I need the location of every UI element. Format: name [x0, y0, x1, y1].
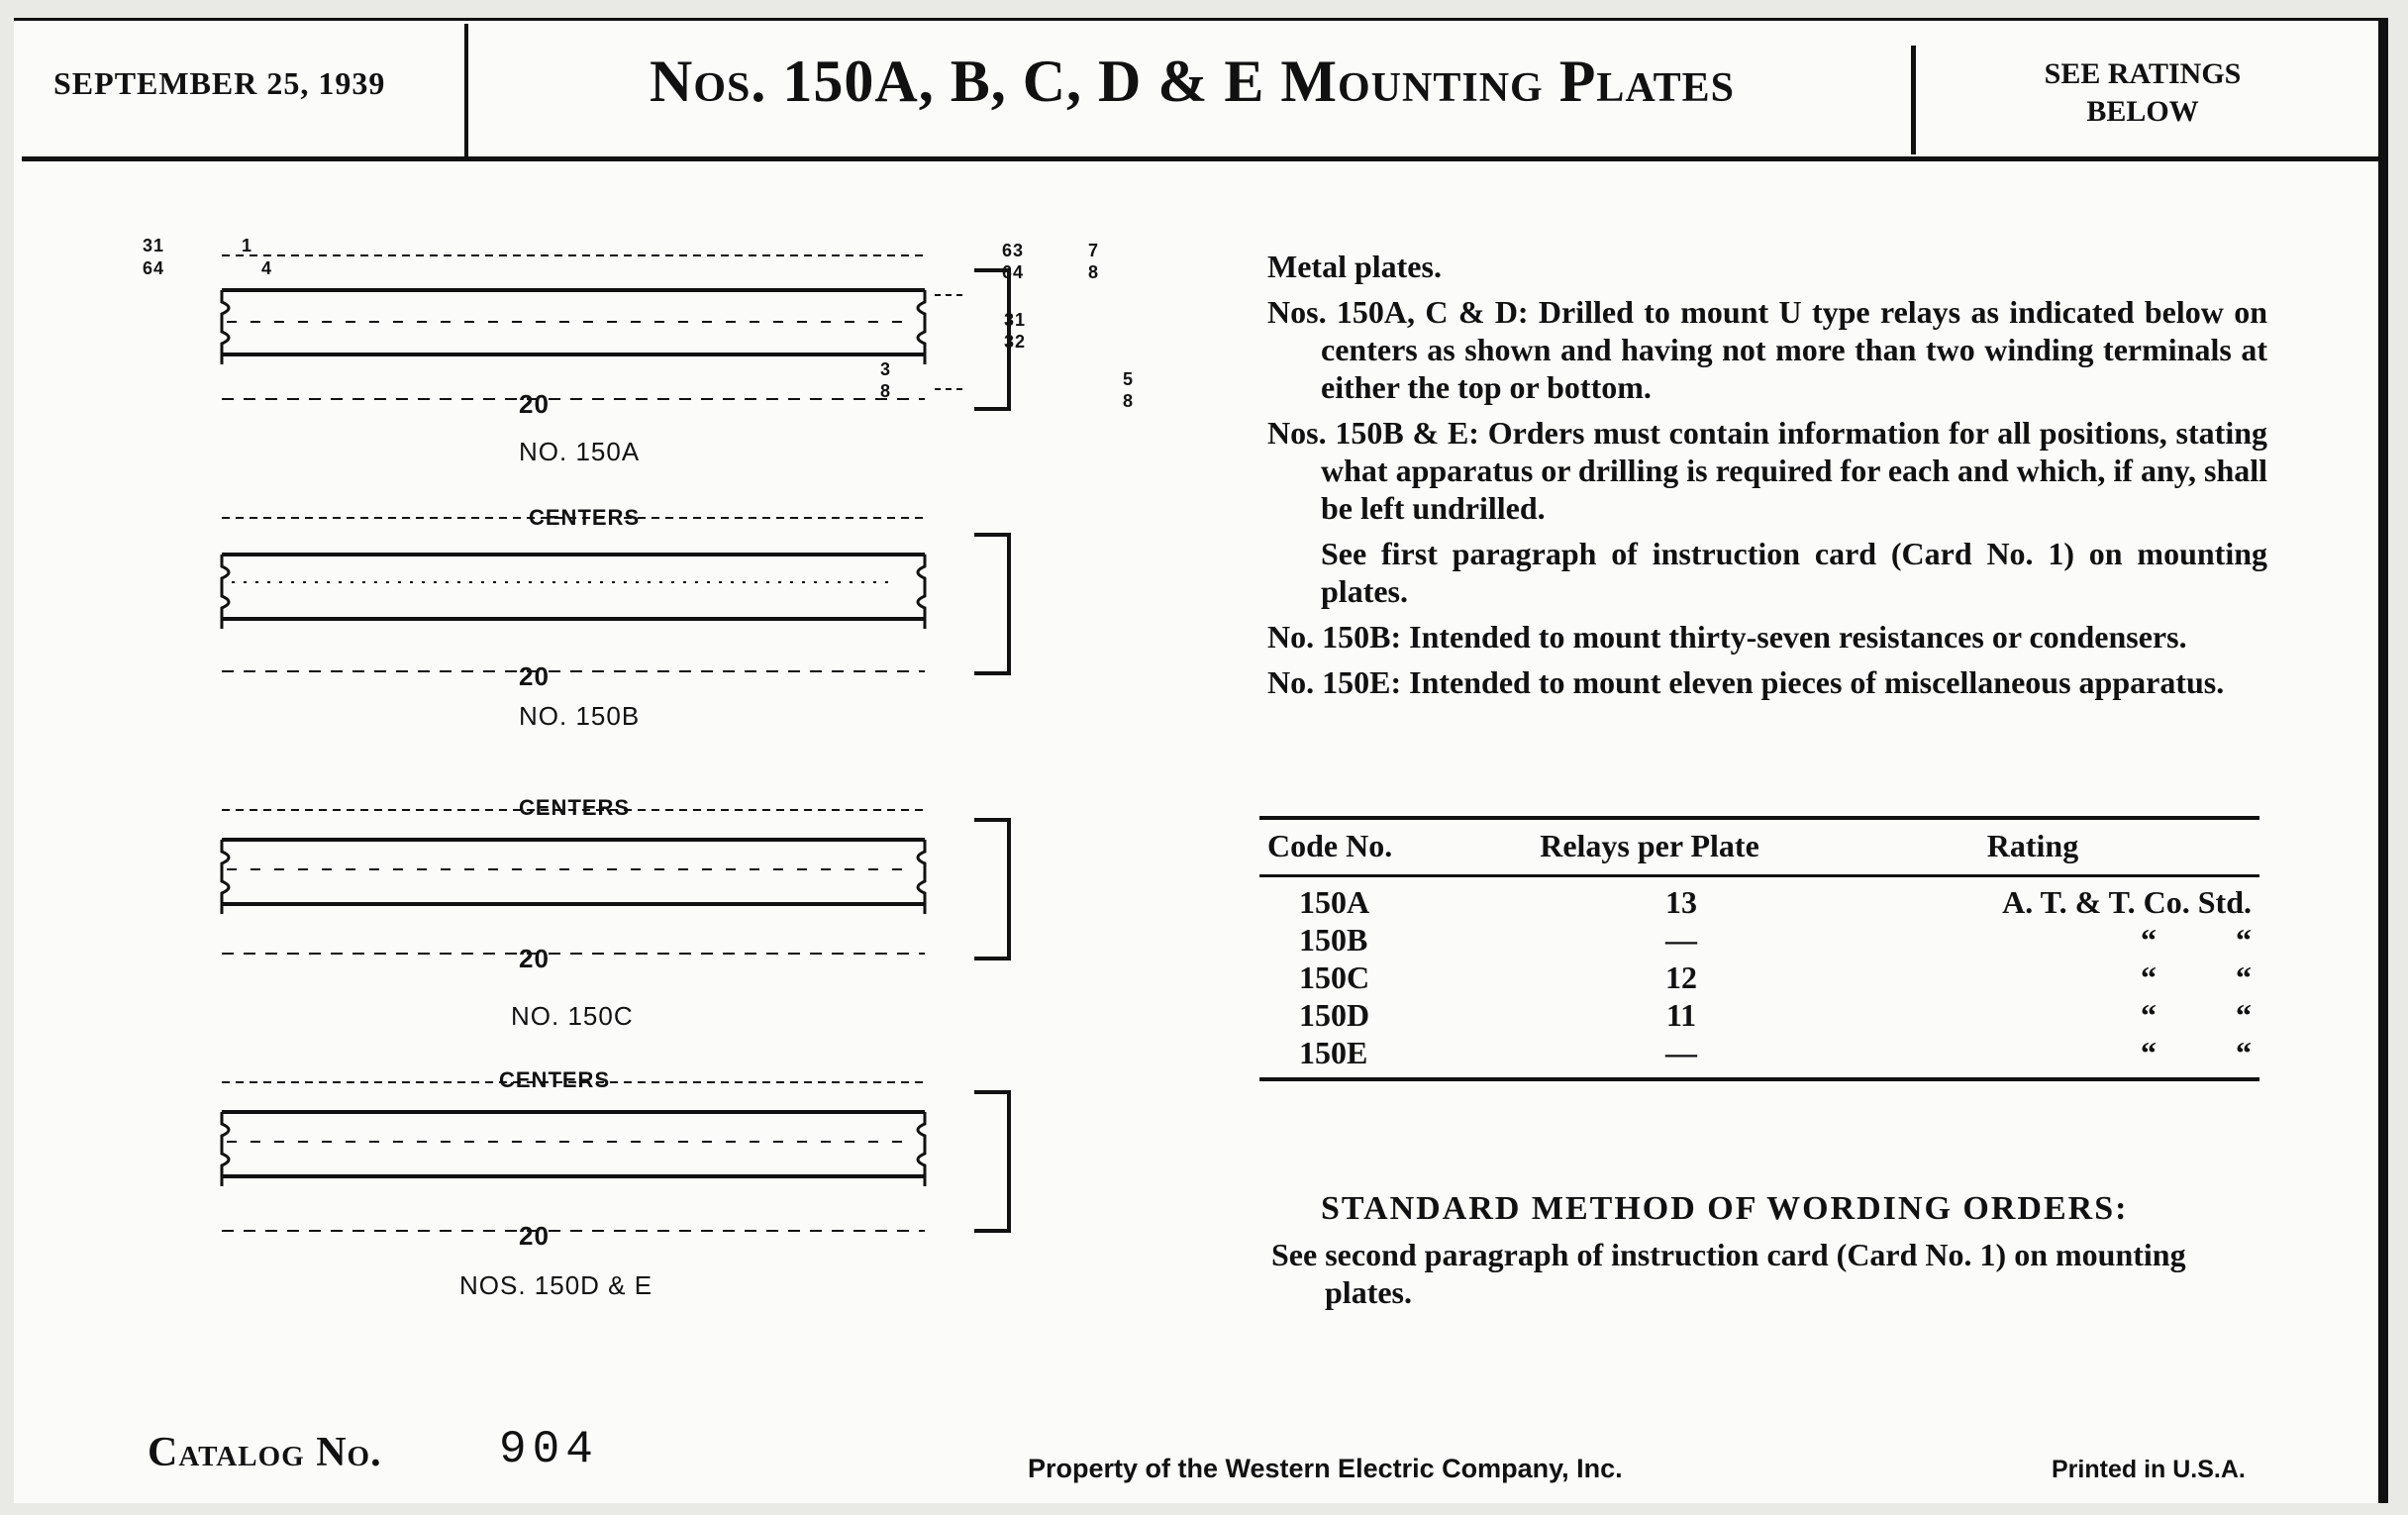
desc-p2: Nos. 150A, C & D: Drilled to mount U type relays as indicated below on centers as shown and having not more than two winding terminals at either the top or bottom.: [1267, 294, 2267, 405]
dim-8c-a: 8: [880, 381, 892, 401]
centers-label-c: CENTERS: [519, 795, 631, 820]
ratings-table: [1259, 816, 2259, 1081]
length-label-b: 20: [519, 661, 550, 691]
plate-drawings: [123, 201, 1222, 1320]
cell-rating: A. T. & T. Co. Std.: [2002, 884, 2252, 920]
dim-7-a: 7: [1088, 241, 1100, 260]
ratings-line-1: SEE RATINGS: [2044, 57, 2242, 90]
plate-150de-drawing: [222, 1082, 1009, 1231]
cell-relays: 12: [1665, 960, 1697, 995]
dim-4-a: 4: [261, 258, 273, 278]
col-code: Code No.: [1267, 828, 1393, 863]
description: [1267, 248, 2267, 709]
diagram-label-150b: NO. 150B: [519, 701, 641, 731]
dim-64-a: 64: [143, 258, 165, 278]
header-divider-right: [1911, 46, 1916, 154]
dim-1-a: 1: [242, 236, 253, 255]
cell-code: 150A: [1299, 884, 1370, 920]
dim-31b-a: 31: [1004, 310, 1027, 330]
header-divider-left: [464, 24, 468, 160]
desc-p4: See first paragraph of instruction card (Card No. 1) on mounting plates.: [1321, 536, 2267, 609]
cell-rating: “ “: [2141, 997, 2252, 1033]
cell-code: 150B: [1299, 922, 1368, 958]
ratings-line-2: BELOW: [2086, 95, 2199, 128]
diagram-label-150a: NO. 150A: [519, 437, 641, 466]
diagram-label-150de: NOS. 150D & E: [459, 1270, 653, 1300]
top-rule: [14, 18, 2388, 21]
length-label-a: 20: [519, 389, 550, 419]
header-ratings: [1925, 55, 2360, 131]
desc-p3: Nos. 150B & E: Orders must contain information for all positions, stating what apparatus or drilling is required for each and which, if any, shall be left undrilled.: [1267, 415, 2268, 526]
table-header-row: [1259, 820, 2259, 872]
cell-rating: “ “: [2141, 922, 2252, 958]
standard-text: [1271, 1236, 2261, 1311]
table-row: [1259, 959, 2259, 996]
table-row: [1259, 921, 2259, 959]
mounting-plate-diagrams: [123, 201, 1222, 1320]
dim-63-a: 63: [1002, 241, 1025, 260]
printed-notice: Printed in U.S.A.: [2052, 1456, 2246, 1483]
header-date: SEPTEMBER 25, 1939: [53, 65, 386, 101]
dim-8-a: 8: [1088, 262, 1100, 282]
cell-relays: 13: [1665, 884, 1697, 920]
desc-p1: Metal plates.: [1267, 249, 1442, 284]
cell-code: 150D: [1299, 997, 1370, 1033]
catalog-number: 904: [499, 1424, 599, 1475]
dim-5-a: 5: [1123, 369, 1135, 389]
length-label-c: 20: [519, 944, 550, 973]
plate-150c-drawing: [222, 810, 1009, 959]
property-notice: Property of the Western Electric Company, Inc.: [1028, 1454, 1623, 1483]
desc-p6: No. 150E: Intended to mount eleven pieces of miscellaneous apparatus.: [1267, 664, 2225, 700]
col-relays: Relays per Plate: [1540, 828, 1759, 863]
cell-rating: “ “: [2141, 1035, 2252, 1070]
header-rule: [22, 156, 2380, 161]
dim-8b-a: 8: [1123, 391, 1135, 411]
cell-relays: —: [1665, 922, 1697, 958]
standard-heading: STANDARD METHOD OF WORDING ORDERS:: [1321, 1190, 2129, 1227]
table-row: [1259, 996, 2259, 1034]
cell-relays: 11: [1665, 997, 1697, 1033]
catalog-label: Catalog No.: [148, 1430, 382, 1475]
cell-code: 150E: [1299, 1035, 1368, 1070]
cell-rating: “ “: [2141, 960, 2252, 995]
plate-150b-drawing: [222, 518, 1009, 673]
catalog-card: [14, 18, 2388, 1503]
desc-p5: No. 150B: Intended to mount thirty-seven resistances or condensers.: [1267, 619, 2187, 655]
table-rule-bottom: [1259, 1077, 2259, 1081]
col-rating: Rating: [1986, 828, 2079, 863]
centers-label-d: CENTERS: [499, 1067, 611, 1092]
page-title: Nos. 150A, B, C, D & E Mounting Plates: [650, 49, 1735, 114]
diagram-label-150c: NO. 150C: [511, 1001, 634, 1031]
table-row: [1259, 883, 2259, 921]
cell-relays: —: [1665, 1035, 1697, 1070]
dim-31-a: 31: [143, 236, 165, 255]
length-label-de: 20: [519, 1221, 550, 1251]
table-rule-mid: [1259, 874, 2259, 877]
standard-paragraph: See second paragraph of instruction card (Card No. 1) on mounting plates.: [1271, 1237, 2186, 1310]
centers-label-b: CENTERS: [529, 505, 641, 530]
table-row: [1259, 1034, 2259, 1071]
dim-3-a: 3: [880, 359, 892, 379]
dim-64b-a: 64: [1002, 262, 1025, 282]
dim-32-a: 32: [1004, 332, 1027, 352]
card-edge: [2378, 18, 2388, 1503]
cell-code: 150C: [1299, 960, 1370, 995]
